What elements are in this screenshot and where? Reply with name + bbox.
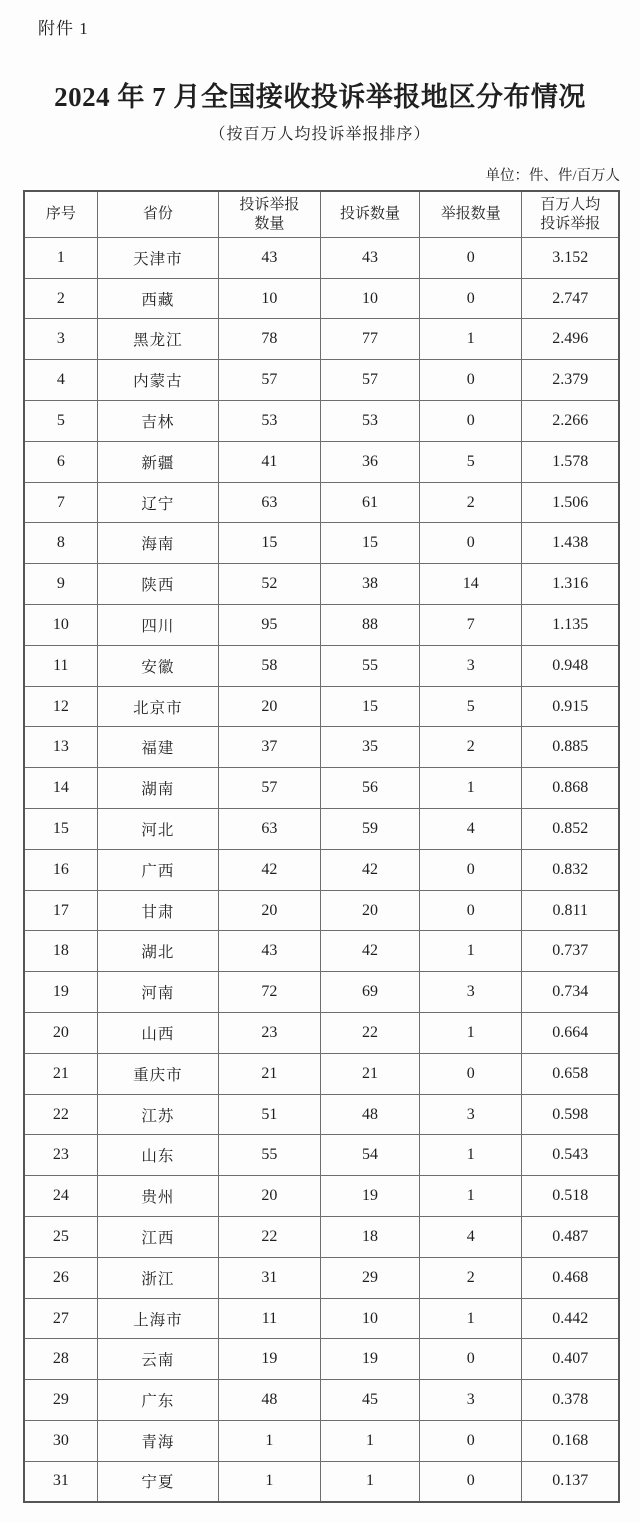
cell-per-million: 0.658 bbox=[522, 1053, 619, 1094]
cell-index: 18 bbox=[24, 931, 97, 972]
cell-reports: 5 bbox=[420, 441, 522, 482]
cell-complaints: 45 bbox=[320, 1380, 419, 1421]
column-header-complaints-and-reports: 投诉举报 数量 bbox=[219, 191, 321, 237]
cell-reports: 0 bbox=[420, 1421, 522, 1462]
cell-complaints-and-reports: 42 bbox=[219, 849, 321, 890]
cell-per-million: 0.734 bbox=[522, 972, 619, 1013]
cell-reports: 0 bbox=[420, 360, 522, 401]
cell-complaints: 29 bbox=[320, 1257, 419, 1298]
cell-complaints: 1 bbox=[320, 1421, 419, 1462]
cell-index: 6 bbox=[24, 441, 97, 482]
cell-province: 黑龙江 bbox=[97, 319, 218, 360]
cell-complaints-and-reports: 20 bbox=[219, 1176, 321, 1217]
cell-complaints-and-reports: 1 bbox=[219, 1421, 321, 1462]
table-row bbox=[24, 1053, 619, 1094]
cell-reports: 3 bbox=[420, 972, 522, 1013]
attachment-label: 附件 1 bbox=[38, 19, 89, 38]
cell-reports: 0 bbox=[420, 1339, 522, 1380]
cell-province: 上海市 bbox=[97, 1298, 218, 1339]
cell-index: 27 bbox=[24, 1298, 97, 1339]
cell-province: 辽宁 bbox=[97, 482, 218, 523]
cell-per-million: 0.468 bbox=[522, 1257, 619, 1298]
cell-reports: 0 bbox=[420, 1053, 522, 1094]
cell-index: 24 bbox=[24, 1176, 97, 1217]
table-row bbox=[24, 645, 619, 686]
table-row bbox=[24, 564, 619, 605]
cell-per-million: 0.442 bbox=[522, 1298, 619, 1339]
cell-index: 14 bbox=[24, 768, 97, 809]
cell-per-million: 1.506 bbox=[522, 482, 619, 523]
table-row bbox=[24, 1135, 619, 1176]
table-row bbox=[24, 319, 619, 360]
column-header-reports: 举报数量 bbox=[420, 191, 522, 237]
cell-complaints: 57 bbox=[320, 360, 419, 401]
cell-complaints: 42 bbox=[320, 931, 419, 972]
cell-per-million: 0.885 bbox=[522, 727, 619, 768]
cell-index: 26 bbox=[24, 1257, 97, 1298]
cell-reports: 1 bbox=[420, 319, 522, 360]
cell-province: 陕西 bbox=[97, 564, 218, 605]
cell-index: 16 bbox=[24, 849, 97, 890]
cell-complaints-and-reports: 43 bbox=[219, 931, 321, 972]
cell-per-million: 0.948 bbox=[522, 645, 619, 686]
cell-per-million: 2.266 bbox=[522, 401, 619, 442]
table-row bbox=[24, 1461, 619, 1502]
cell-complaints-and-reports: 51 bbox=[219, 1094, 321, 1135]
cell-per-million: 0.407 bbox=[522, 1339, 619, 1380]
table-row bbox=[24, 1339, 619, 1380]
cell-complaints: 54 bbox=[320, 1135, 419, 1176]
cell-complaints-and-reports: 41 bbox=[219, 441, 321, 482]
cell-province: 西藏 bbox=[97, 278, 218, 319]
cell-province: 云南 bbox=[97, 1339, 218, 1380]
cell-per-million: 1.316 bbox=[522, 564, 619, 605]
cell-per-million: 0.737 bbox=[522, 931, 619, 972]
cell-index: 31 bbox=[24, 1461, 97, 1502]
table-row bbox=[24, 809, 619, 850]
cell-reports: 1 bbox=[420, 1176, 522, 1217]
cell-province: 甘肃 bbox=[97, 890, 218, 931]
cell-province: 河南 bbox=[97, 972, 218, 1013]
cell-per-million: 2.496 bbox=[522, 319, 619, 360]
cell-province: 广西 bbox=[97, 849, 218, 890]
cell-complaints: 42 bbox=[320, 849, 419, 890]
cell-province: 福建 bbox=[97, 727, 218, 768]
page-title: 2024 年 7 月全国接收投诉举报地区分布情况 bbox=[54, 82, 586, 112]
cell-index: 12 bbox=[24, 686, 97, 727]
cell-per-million: 0.378 bbox=[522, 1380, 619, 1421]
table-row bbox=[24, 849, 619, 890]
cell-reports: 0 bbox=[420, 401, 522, 442]
table-row bbox=[24, 1257, 619, 1298]
table-row bbox=[24, 237, 619, 278]
cell-index: 1 bbox=[24, 237, 97, 278]
table-row bbox=[24, 890, 619, 931]
cell-index: 13 bbox=[24, 727, 97, 768]
cell-complaints: 53 bbox=[320, 401, 419, 442]
cell-reports: 3 bbox=[420, 1380, 522, 1421]
column-header-complaints: 投诉数量 bbox=[320, 191, 419, 237]
cell-reports: 0 bbox=[420, 849, 522, 890]
cell-reports: 7 bbox=[420, 605, 522, 646]
cell-per-million: 0.543 bbox=[522, 1135, 619, 1176]
cell-complaints-and-reports: 78 bbox=[219, 319, 321, 360]
cell-complaints-and-reports: 57 bbox=[219, 360, 321, 401]
table-row bbox=[24, 1217, 619, 1258]
cell-province: 海南 bbox=[97, 523, 218, 564]
cell-complaints-and-reports: 58 bbox=[219, 645, 321, 686]
header-row bbox=[24, 191, 619, 237]
table-row bbox=[24, 1380, 619, 1421]
cell-complaints-and-reports: 63 bbox=[219, 482, 321, 523]
cell-complaints: 77 bbox=[320, 319, 419, 360]
cell-complaints-and-reports: 57 bbox=[219, 768, 321, 809]
cell-province: 安徽 bbox=[97, 645, 218, 686]
table-row bbox=[24, 931, 619, 972]
page-subtitle: （按百万人均投诉举报排序） bbox=[209, 126, 431, 144]
cell-index: 7 bbox=[24, 482, 97, 523]
cell-complaints: 10 bbox=[320, 278, 419, 319]
cell-per-million: 0.811 bbox=[522, 890, 619, 931]
cell-complaints-and-reports: 55 bbox=[219, 1135, 321, 1176]
cell-reports: 2 bbox=[420, 482, 522, 523]
cell-province: 山东 bbox=[97, 1135, 218, 1176]
cell-per-million: 0.487 bbox=[522, 1217, 619, 1258]
cell-province: 青海 bbox=[97, 1421, 218, 1462]
unit-note: 单位：件、件/百万人 bbox=[485, 168, 620, 185]
cell-index: 11 bbox=[24, 645, 97, 686]
cell-index: 21 bbox=[24, 1053, 97, 1094]
table-row bbox=[24, 972, 619, 1013]
cell-complaints: 56 bbox=[320, 768, 419, 809]
cell-province: 四川 bbox=[97, 605, 218, 646]
table-row bbox=[24, 278, 619, 319]
cell-index: 15 bbox=[24, 809, 97, 850]
cell-reports: 14 bbox=[420, 564, 522, 605]
cell-province: 天津市 bbox=[97, 237, 218, 278]
column-header-index: 序号 bbox=[24, 191, 97, 237]
cell-complaints: 59 bbox=[320, 809, 419, 850]
cell-province: 湖南 bbox=[97, 768, 218, 809]
cell-reports: 1 bbox=[420, 1013, 522, 1054]
cell-per-million: 3.152 bbox=[522, 237, 619, 278]
cell-complaints: 15 bbox=[320, 686, 419, 727]
cell-reports: 0 bbox=[420, 237, 522, 278]
cell-complaints-and-reports: 95 bbox=[219, 605, 321, 646]
cell-index: 2 bbox=[24, 278, 97, 319]
cell-index: 25 bbox=[24, 1217, 97, 1258]
cell-complaints-and-reports: 11 bbox=[219, 1298, 321, 1339]
cell-complaints: 55 bbox=[320, 645, 419, 686]
cell-complaints: 61 bbox=[320, 482, 419, 523]
table-row bbox=[24, 360, 619, 401]
cell-per-million: 0.915 bbox=[522, 686, 619, 727]
cell-complaints-and-reports: 22 bbox=[219, 1217, 321, 1258]
cell-complaints-and-reports: 72 bbox=[219, 972, 321, 1013]
table-row bbox=[24, 686, 619, 727]
cell-complaints-and-reports: 52 bbox=[219, 564, 321, 605]
table-row bbox=[24, 441, 619, 482]
cell-per-million: 1.135 bbox=[522, 605, 619, 646]
cell-province: 贵州 bbox=[97, 1176, 218, 1217]
table-row bbox=[24, 401, 619, 442]
cell-index: 19 bbox=[24, 972, 97, 1013]
cell-index: 5 bbox=[24, 401, 97, 442]
cell-province: 浙江 bbox=[97, 1257, 218, 1298]
cell-province: 湖北 bbox=[97, 931, 218, 972]
table-row bbox=[24, 1013, 619, 1054]
cell-reports: 1 bbox=[420, 1298, 522, 1339]
cell-complaints-and-reports: 37 bbox=[219, 727, 321, 768]
cell-reports: 4 bbox=[420, 809, 522, 850]
cell-reports: 4 bbox=[420, 1217, 522, 1258]
cell-complaints-and-reports: 20 bbox=[219, 686, 321, 727]
cell-index: 9 bbox=[24, 564, 97, 605]
cell-index: 3 bbox=[24, 319, 97, 360]
cell-complaints: 18 bbox=[320, 1217, 419, 1258]
cell-complaints-and-reports: 43 bbox=[219, 237, 321, 278]
cell-complaints: 21 bbox=[320, 1053, 419, 1094]
cell-reports: 5 bbox=[420, 686, 522, 727]
cell-reports: 3 bbox=[420, 645, 522, 686]
cell-index: 10 bbox=[24, 605, 97, 646]
cell-complaints: 20 bbox=[320, 890, 419, 931]
table-row bbox=[24, 768, 619, 809]
cell-complaints-and-reports: 63 bbox=[219, 809, 321, 850]
cell-complaints: 1 bbox=[320, 1461, 419, 1502]
cell-index: 29 bbox=[24, 1380, 97, 1421]
cell-reports: 2 bbox=[420, 727, 522, 768]
cell-province: 新疆 bbox=[97, 441, 218, 482]
cell-province: 河北 bbox=[97, 809, 218, 850]
cell-reports: 0 bbox=[420, 890, 522, 931]
cell-per-million: 0.518 bbox=[522, 1176, 619, 1217]
table-header bbox=[24, 191, 619, 237]
cell-complaints: 43 bbox=[320, 237, 419, 278]
table-body bbox=[24, 237, 619, 1502]
cell-province: 宁夏 bbox=[97, 1461, 218, 1502]
cell-per-million: 1.438 bbox=[522, 523, 619, 564]
cell-complaints: 10 bbox=[320, 1298, 419, 1339]
cell-complaints-and-reports: 19 bbox=[219, 1339, 321, 1380]
cell-per-million: 0.168 bbox=[522, 1421, 619, 1462]
column-header-province: 省份 bbox=[97, 191, 218, 237]
cell-province: 江西 bbox=[97, 1217, 218, 1258]
table-row bbox=[24, 523, 619, 564]
cell-complaints: 19 bbox=[320, 1339, 419, 1380]
cell-per-million: 0.598 bbox=[522, 1094, 619, 1135]
cell-complaints-and-reports: 1 bbox=[219, 1461, 321, 1502]
cell-index: 22 bbox=[24, 1094, 97, 1135]
cell-complaints: 15 bbox=[320, 523, 419, 564]
cell-reports: 3 bbox=[420, 1094, 522, 1135]
cell-reports: 1 bbox=[420, 1135, 522, 1176]
report-table bbox=[23, 190, 620, 1503]
table-row bbox=[24, 482, 619, 523]
cell-complaints: 36 bbox=[320, 441, 419, 482]
cell-reports: 0 bbox=[420, 1461, 522, 1502]
cell-index: 17 bbox=[24, 890, 97, 931]
cell-per-million: 1.578 bbox=[522, 441, 619, 482]
table-row bbox=[24, 1298, 619, 1339]
table-row bbox=[24, 1094, 619, 1135]
cell-province: 重庆市 bbox=[97, 1053, 218, 1094]
cell-complaints: 22 bbox=[320, 1013, 419, 1054]
table-row bbox=[24, 1176, 619, 1217]
cell-complaints: 35 bbox=[320, 727, 419, 768]
cell-per-million: 0.137 bbox=[522, 1461, 619, 1502]
cell-complaints-and-reports: 48 bbox=[219, 1380, 321, 1421]
cell-complaints-and-reports: 10 bbox=[219, 278, 321, 319]
cell-complaints-and-reports: 20 bbox=[219, 890, 321, 931]
cell-province: 吉林 bbox=[97, 401, 218, 442]
cell-province: 山西 bbox=[97, 1013, 218, 1054]
column-header-per-million: 百万人均 投诉举报 bbox=[522, 191, 619, 237]
cell-reports: 1 bbox=[420, 768, 522, 809]
cell-complaints: 38 bbox=[320, 564, 419, 605]
cell-per-million: 0.852 bbox=[522, 809, 619, 850]
cell-province: 广东 bbox=[97, 1380, 218, 1421]
cell-reports: 2 bbox=[420, 1257, 522, 1298]
cell-index: 4 bbox=[24, 360, 97, 401]
cell-complaints: 19 bbox=[320, 1176, 419, 1217]
cell-province: 江苏 bbox=[97, 1094, 218, 1135]
cell-reports: 0 bbox=[420, 278, 522, 319]
cell-complaints-and-reports: 31 bbox=[219, 1257, 321, 1298]
cell-per-million: 2.747 bbox=[522, 278, 619, 319]
cell-index: 20 bbox=[24, 1013, 97, 1054]
cell-reports: 1 bbox=[420, 931, 522, 972]
cell-index: 28 bbox=[24, 1339, 97, 1380]
cell-index: 23 bbox=[24, 1135, 97, 1176]
cell-complaints: 69 bbox=[320, 972, 419, 1013]
table-row bbox=[24, 727, 619, 768]
cell-complaints-and-reports: 21 bbox=[219, 1053, 321, 1094]
cell-province: 内蒙古 bbox=[97, 360, 218, 401]
cell-province: 北京市 bbox=[97, 686, 218, 727]
cell-complaints: 88 bbox=[320, 605, 419, 646]
cell-reports: 0 bbox=[420, 523, 522, 564]
cell-index: 8 bbox=[24, 523, 97, 564]
cell-per-million: 0.832 bbox=[522, 849, 619, 890]
cell-complaints-and-reports: 15 bbox=[219, 523, 321, 564]
cell-complaints: 48 bbox=[320, 1094, 419, 1135]
cell-per-million: 0.868 bbox=[522, 768, 619, 809]
table-row bbox=[24, 605, 619, 646]
cell-per-million: 2.379 bbox=[522, 360, 619, 401]
cell-index: 30 bbox=[24, 1421, 97, 1462]
cell-complaints-and-reports: 23 bbox=[219, 1013, 321, 1054]
table-row bbox=[24, 1421, 619, 1462]
cell-per-million: 0.664 bbox=[522, 1013, 619, 1054]
cell-complaints-and-reports: 53 bbox=[219, 401, 321, 442]
